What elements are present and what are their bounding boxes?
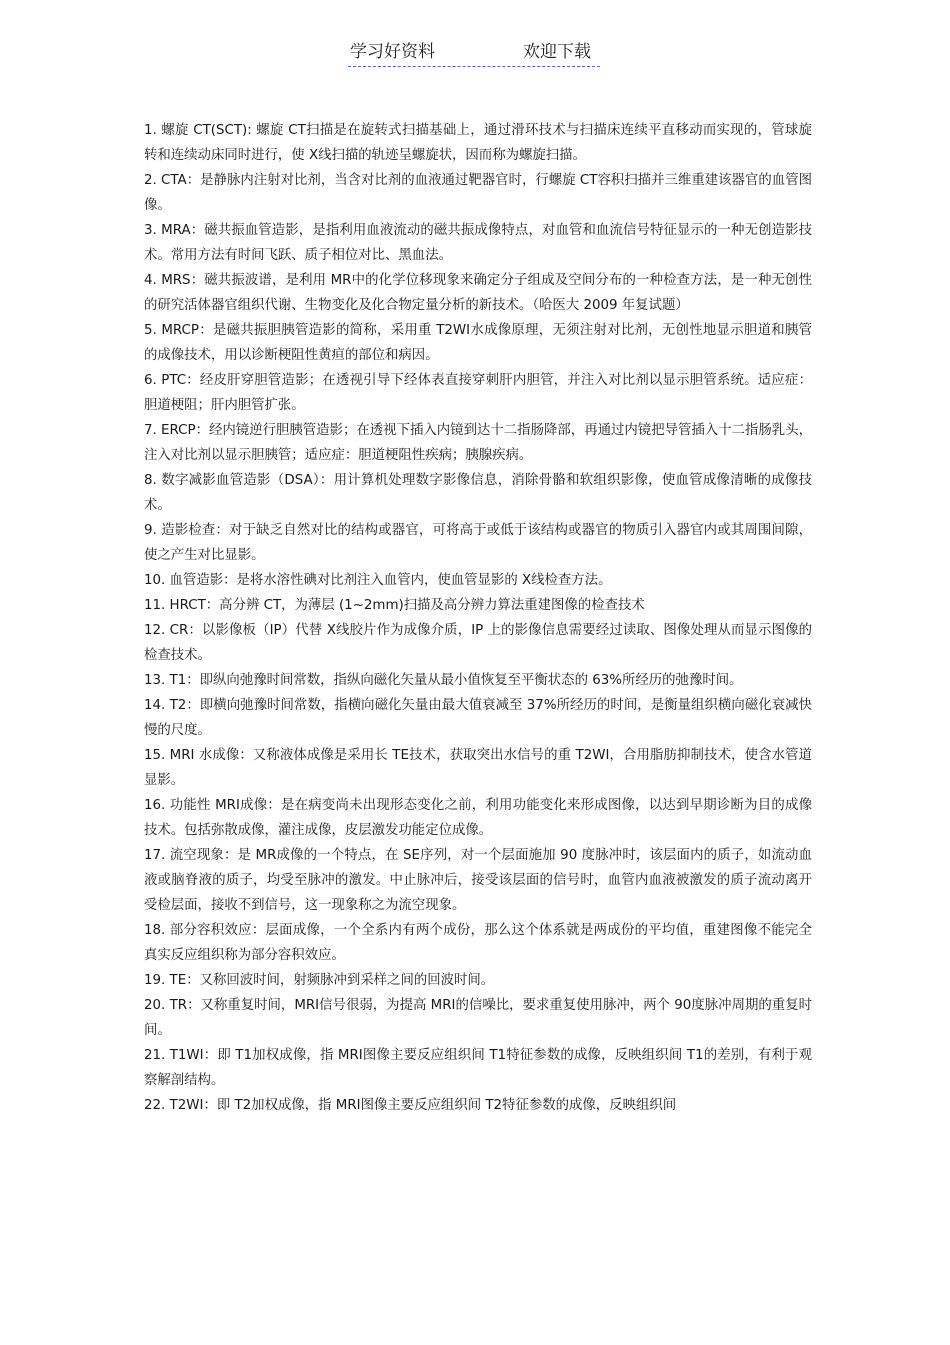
- paragraph-19: 19. TE：又称回波时间，射频脉冲到采样之间的回波时间。: [144, 973, 495, 988]
- paragraph-2: 2. CTA：是静脉内注射对比剂，当含对比剂的血液通过靶器官时，行螺旋 CT容积扫描并三维重建该器官的血管图像。: [144, 173, 812, 213]
- paragraph-8: 8. 数字减影血管造影（DSA）：用计算机处理数字影像信息，消除骨骼和软组织影像，使血管成像清晰的成像技术。: [144, 473, 812, 513]
- paragraph-12: 12. CR：以影像板（IP）代替 X线胶片作为成像介质，IP 上的影像信息需要经过读取、图像处理从而显示图像的检查技术。: [144, 623, 812, 663]
- paragraph-10: 10. 血管造影：是将水溶性碘对比剂注入血管内，使血管显影的 X线检查方法。: [144, 573, 612, 588]
- header-left-text: 学习好资料: [350, 42, 435, 62]
- page-header: [348, 40, 600, 67]
- paragraph-18: 18. 部分容积效应：层面成像，一个全系内有两个成份，那么这个体系就是两成份的平均值，重建图像不能完全真实反应组织称为部分容积效应。: [144, 923, 812, 963]
- paragraph-22: 22. T2WI：即 T2加权成像，指 MRI图像主要反应组织间 T2特征参数的成像，反映组织间: [144, 1098, 677, 1113]
- paragraph-20: 20. TR：又称重复时间，MRI信号很弱，为提高 MRI的信噪比，要求重复使用脉冲，两个 90度脉冲周期的重复时间。: [144, 998, 812, 1038]
- paragraph-11: 11. HRCT：高分辨 CT，为薄层 (1~2mm)扫描及高分辨力算法重建图像的检查技术: [144, 598, 645, 613]
- paragraph-13: 13. T1：即纵向弛豫时间常数，指纵向磁化矢量从最小值恢复至平衡状态的 63%所经历的弛豫时间。: [144, 673, 743, 688]
- paragraph-17: 17. 流空现象：是 MR成像的一个特点，在 SE序列，对一个层面施加 90 度脉冲时，该层面内的质子，如流动血液或脑脊液的质子，均受至脉冲的激发。中止脉冲后，接受该层面的信号时，血管内血液被激发的质子流动离开受检层面，接收不到信号，这一现象称之为流空现象。: [144, 848, 812, 913]
- paragraph-14: 14. T2：即横向弛豫时间常数，指横向磁化矢量由最大值衰减至 37%所经历的时间，是衡量组织横向磁化衰减快慢的尺度。: [144, 698, 812, 738]
- paragraph-9: 9. 造影检查：对于缺乏自然对比的结构或器官，可将高于或低于该结构或器官的物质引入器官内或其周围间隙，使之产生对比显影。: [144, 523, 812, 563]
- paragraph-7: 7. ERCP：经内镜逆行胆胰管造影；在透视下插入内镜到达十二指肠降部，再通过内镜把导管插入十二指肠乳头，注入对比剂以显示胆胰管；适应症：胆道梗阻性疾病；胰腺疾病。: [144, 423, 812, 463]
- paragraph-16: 16. 功能性 MRI成像：是在病变尚未出现形态变化之前，利用功能变化来形成图像，以达到早期诊断为目的成像技术。包括弥散成像，灌注成像，皮层激发功能定位成像。: [144, 798, 812, 838]
- paragraph-15: 15. MRI 水成像：又称液体成像是采用长 TE技术，获取突出水信号的重 T2WI，合用脂肪抑制技术，使含水管道显影。: [144, 748, 812, 788]
- header-right-text: 欢迎下载: [523, 42, 591, 62]
- document-body: [144, 118, 812, 1118]
- paragraph-4: 4. MRS：磁共振波谱，是利用 MR中的化学位移现象来确定分子组成及空间分布的一种检查方法，是一种无创性的研究活体器官组织代谢、生物变化及化合物定量分析的新技术。（哈医大 2009 年复试题）: [144, 273, 812, 313]
- paragraph-3: 3. MRA：磁共振血管造影，是指利用血液流动的磁共振成像特点，对血管和血流信号特征显示的一种无创造影技术。常用方法有时间飞跃、质子相位对比、黑血法。: [144, 223, 812, 263]
- paragraph-1: 1. 螺旋 CT(SCT): 螺旋 CT扫描是在旋转式扫描基础上，通过滑环技术与扫描床连续平直移动而实现的，管球旋转和连续动床同时进行，使 X线扫描的轨迹呈螺旋状，因而称为螺旋扫描。: [144, 123, 812, 163]
- paragraph-6: 6. PTC：经皮肝穿胆管造影；在透视引导下经体表直接穿刺肝内胆管，并注入对比剂以显示胆管系统。适应症：胆道梗阻；肝内胆管扩张。: [144, 373, 812, 413]
- paragraph-21: 21. T1WI：即 T1加权成像，指 MRI图像主要反应组织间 T1特征参数的成像，反映组织间 T1的差别，有利于观察解剖结构。: [144, 1048, 812, 1088]
- paragraph-5: 5. MRCP：是磁共振胆胰管造影的简称，采用重 T2WI水成像原理，无须注射对比剂，无创性地显示胆道和胰管的成像技术，用以诊断梗阻性黄疸的部位和病因。: [144, 323, 812, 363]
